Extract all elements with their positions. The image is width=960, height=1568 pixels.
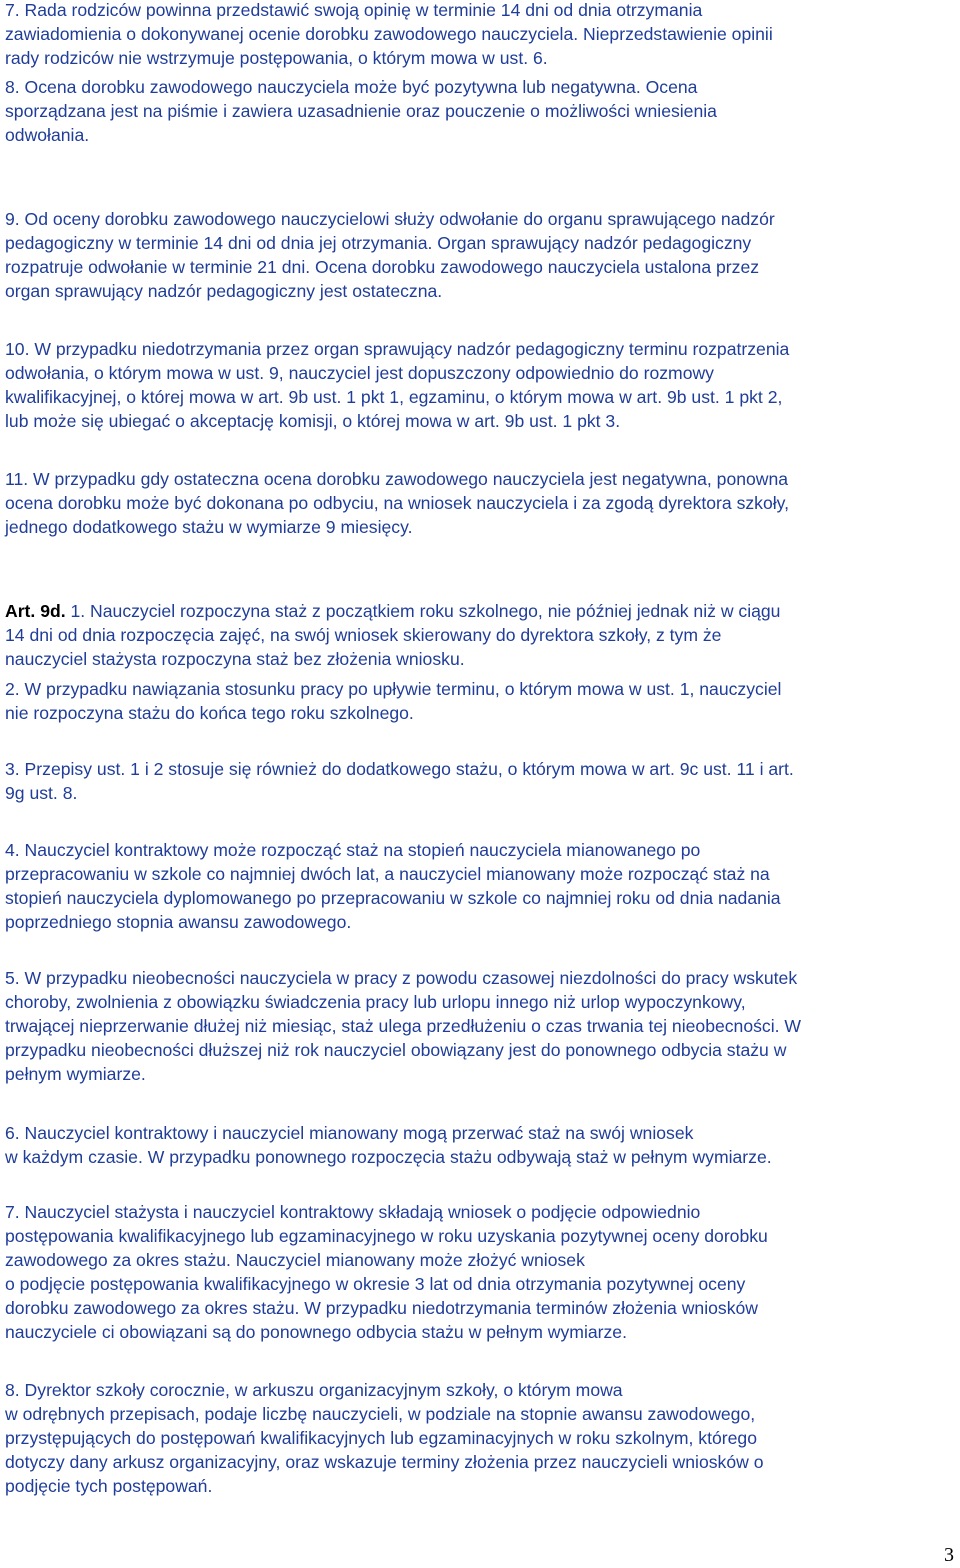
paragraph-line: rozpatruje odwołanie w terminie 21 dni. Ocena dorobku zawodowego nauczyciela ustalona przez <box>5 257 760 277</box>
paragraph-line: 8. Dyrektor szkoły corocznie, w arkuszu organizacyjnym szkoły, o którym mowa <box>5 1380 623 1400</box>
paragraph-line: 6. Nauczyciel kontraktowy i nauczyciel mianowany mogą przerwać staż na swój wniosek <box>5 1123 694 1143</box>
paragraph-line: podjęcie tych postępowań. <box>5 1476 213 1496</box>
paragraph-2 <box>5 677 955 725</box>
paragraph-line: 4. Nauczyciel kontraktowy może rozpocząć staż na stopień nauczyciela mianowanego po <box>5 840 701 860</box>
paragraph-line: 9g ust. 8. <box>5 783 78 803</box>
paragraph-line: nauczyciele ci obowiązani są do ponownego odbycia stażu w pełnym wymiarze. <box>5 1322 627 1342</box>
paragraph-line: odwołania. <box>5 125 90 145</box>
paragraph-line: 7. Rada rodziców powinna przedstawić swoją opinię w terminie 14 dni od dnia otrzymania <box>5 0 703 20</box>
paragraph-line: trwającej nieprzerwanie dłużej niż miesiąc, staż ulega przedłużeniu o czas trwania tej nieobecności. W <box>5 1016 802 1036</box>
paragraph-line: 8. Ocena dorobku zawodowego nauczyciela może być pozytywna lub negatywna. Ocena <box>5 77 698 97</box>
paragraph-line: lub może się ubiegać o akceptację komisji, o której mowa w art. 9b ust. 1 pkt 3. <box>5 411 621 431</box>
paragraph-9 <box>5 207 955 303</box>
paragraph-8-arkusz <box>5 1378 955 1498</box>
paragraph-line: jednego dodatkowego stażu w wymiarze 9 miesięcy. <box>5 517 413 537</box>
paragraph-line: nie rozpoczyna stażu do końca tego roku szkolnego. <box>5 703 414 723</box>
paragraph-line: kwalifikacyjnej, o której mowa w art. 9b ust. 1 pkt 1, egzaminu, o którym mowa w art. 9b ust. 1 pkt 2, <box>5 387 783 407</box>
paragraph-8 <box>5 75 955 147</box>
paragraph-line: ocena dorobku może być dokonana po odbyciu, na wniosek nauczyciela i za zgodą dyrektora szkoły, <box>5 493 790 513</box>
paragraph-line: przepracowaniu w szkole co najmniej dwóch lat, a nauczyciel mianowany może rozpocząć staż na <box>5 864 770 884</box>
paragraph-line: odwołania, o którym mowa w ust. 9, nauczyciel jest dopuszczony odpowiednio do rozmowy <box>5 363 714 383</box>
paragraph-line: 11. W przypadku gdy ostateczna ocena dorobku zawodowego nauczyciela jest negatywna, ponowna <box>5 469 789 489</box>
paragraph-line: zawiadomienia o dokonywanej ocenie dorobku zawodowego nauczyciela. Nieprzedstawienie opinii <box>5 24 773 44</box>
paragraph-line: stopień nauczyciela dyplomowanego po przepracowaniu w szkole co najmniej roku od dnia nadania <box>5 888 781 908</box>
paragraph-line: dotyczy dany arkusz organizacyjny, oraz wskazuje terminy złożenia przez nauczycieli wniosków o <box>5 1452 764 1472</box>
paragraph-line: organ sprawujący nadzór pedagogiczny jest ostateczna. <box>5 281 443 301</box>
article-first-line <box>5 599 955 623</box>
paragraph-7 <box>5 0 955 70</box>
article-heading: Art. 9d. <box>5 601 66 621</box>
page-number: 3 <box>944 1544 954 1566</box>
paragraph-line: sporządzana jest na piśmie i zawiera uzasadnienie oraz pouczenie o możliwości wniesienia <box>5 101 717 121</box>
paragraph-line: choroby, zwolnienia z obowiązku świadczenia pracy lub urlopu innego niż urlop wypoczynkowy, <box>5 992 746 1012</box>
paragraph-line: pełnym wymiarze. <box>5 1064 146 1084</box>
paragraph-5 <box>5 966 955 1086</box>
paragraph-line: 7. Nauczyciel stażysta i nauczyciel kontraktowy składają wniosek o podjęcie odpowiednio <box>5 1202 701 1222</box>
paragraph-4 <box>5 838 955 934</box>
paragraph-line: zawodowego za okres stażu. Nauczyciel mianowany może złożyć wniosek <box>5 1250 585 1270</box>
paragraph-line: w odrębnych przepisach, podaje liczbę nauczycieli, w podziale na stopnie awansu zawodowego, <box>5 1404 756 1424</box>
paragraph-line: 2. W przypadku nawiązania stosunku pracy po upływie terminu, o którym mowa w ust. 1, nauczyciel <box>5 679 782 699</box>
paragraph-11 <box>5 467 955 539</box>
paragraph-line: nauczyciel stażysta rozpoczyna staż bez złożenia wniosku. <box>5 649 465 669</box>
paragraph-line: dorobku zawodowego za okres stażu. W przypadku niedotrzymania terminów złożenia wniosków <box>5 1298 758 1318</box>
paragraph-line: 14 dni od dnia rozpoczęcia zajęć, na swój wniosek skierowany do dyrektora szkoły, z tym że <box>5 625 722 645</box>
paragraph-line: 10. W przypadku niedotrzymania przez organ sprawujący nadzór pedagogiczny terminu rozpatrzenia <box>5 339 790 359</box>
paragraph-3 <box>5 757 955 805</box>
paragraph-line: 1. Nauczyciel rozpoczyna staż z początkiem roku szkolnego, nie później jednak niż w ciągu <box>65 601 781 621</box>
paragraph-7-staz <box>5 1200 955 1344</box>
paragraph-line: o podjęcie postępowania kwalifikacyjnego w okresie 3 lat od dnia otrzymania pozytywnej oceny <box>5 1274 746 1294</box>
paragraph-line: poprzedniego stopnia awansu zawodowego. <box>5 912 352 932</box>
paragraph-line: pedagogiczny w terminie 14 dni od dnia jej otrzymania. Organ sprawujący nadzór pedagogiczny <box>5 233 752 253</box>
paragraph-line: rady rodziców nie wstrzymuje postępowania, o którym mowa w ust. 6. <box>5 48 548 68</box>
paragraph-10 <box>5 337 955 433</box>
paragraph-line: 5. W przypadku nieobecności nauczyciela w pracy z powodu czasowej niezdolności do pracy wskutek <box>5 968 798 988</box>
paragraph-line: przystępujących do postępowań kwalifikacyjnych lub egzaminacyjnych w roku szkolnym, którego <box>5 1428 757 1448</box>
paragraph-line: postępowania kwalifikacyjnego lub egzaminacyjnego w roku uzyskania pozytywnej oceny dorobku <box>5 1226 768 1246</box>
paragraph-line: 3. Przepisy ust. 1 i 2 stosuje się również do dodatkowego stażu, o którym mowa w art. 9c ust. 11 i art. <box>5 759 794 779</box>
paragraph-line: przypadku nieobecności dłuższej niż rok nauczyciel obowiązany jest do ponownego odbycia stażu w <box>5 1040 787 1060</box>
article-9d <box>5 599 955 671</box>
paragraph-line: 9. Od oceny dorobku zawodowego nauczycielowi służy odwołanie do organu sprawującego nadzór <box>5 209 775 229</box>
paragraph-6 <box>5 1121 955 1169</box>
paragraph-line: w każdym czasie. W przypadku ponownego rozpoczęcia stażu odbywają staż w pełnym wymiarze. <box>5 1147 772 1167</box>
